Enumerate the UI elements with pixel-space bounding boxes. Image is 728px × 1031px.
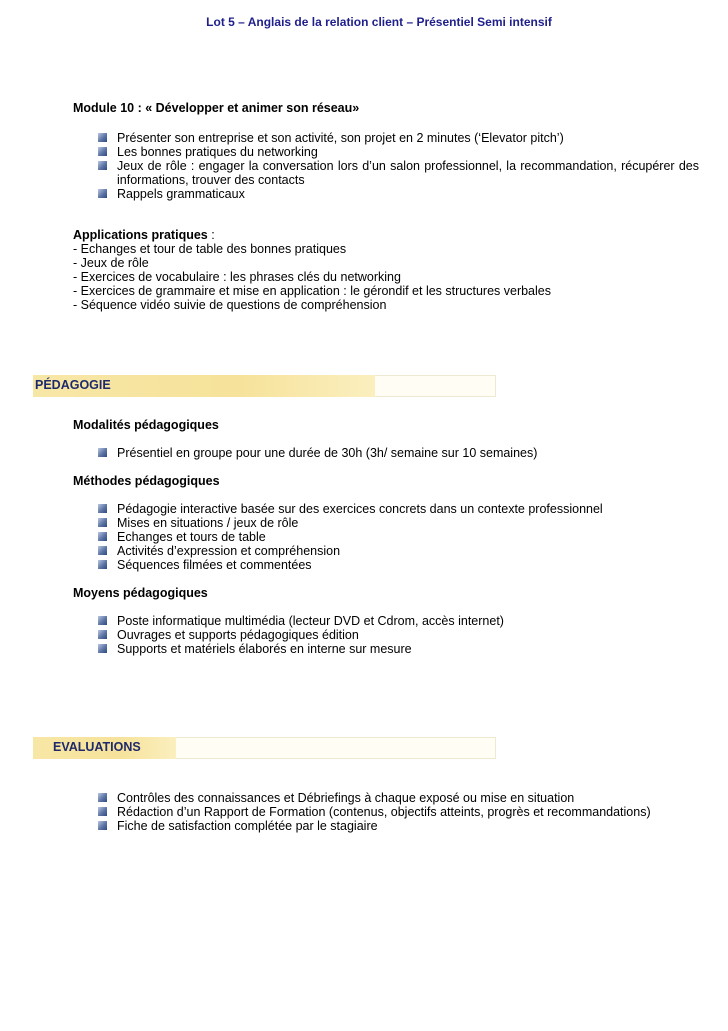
list-item: Echanges et tours de table — [117, 530, 699, 544]
section-bar-rest — [176, 737, 496, 759]
section-bar-fill — [33, 737, 176, 759]
list-item: Jeux de rôle : engager la conversation lors d’un salon professionnel, la recommandation, récupérer des informations, trouver des contacts — [117, 159, 699, 187]
modalites-list — [117, 446, 699, 460]
list-item: Supports et matériels élaborés en interne sur mesure — [117, 642, 699, 656]
list-item: Rappels grammaticaux — [117, 187, 699, 201]
methodes-list — [117, 502, 699, 572]
section-bar-fill — [33, 375, 375, 397]
bullet-square-icon — [98, 189, 107, 198]
list-item: - Séquence vidéo suivie de questions de compréhension — [73, 298, 387, 312]
moyens-list — [117, 614, 699, 656]
bullet-square-icon — [98, 560, 107, 569]
bullet-square-icon — [98, 532, 107, 541]
section-bar-evaluations — [33, 737, 496, 759]
modalites-heading: Modalités pédagogiques — [73, 418, 219, 432]
section-title-evaluations: EVALUATIONS — [53, 740, 141, 754]
moyens-heading: Moyens pédagogiques — [73, 586, 208, 600]
module-title: Module 10 : « Développer et animer son réseau» — [73, 101, 360, 115]
list-item: Présentiel en groupe pour une durée de 30h (3h/ semaine sur 10 semaines) — [117, 446, 699, 460]
bullet-square-icon — [98, 133, 107, 142]
evaluations-list — [117, 791, 699, 833]
document-header: Lot 5 – Anglais de la relation client – Présentiel Semi intensif — [206, 15, 552, 29]
applications-colon: : — [207, 228, 215, 242]
bullet-square-icon — [98, 161, 107, 170]
methodes-heading: Méthodes pédagogiques — [73, 474, 220, 488]
applications-label: Applications pratiques — [73, 228, 208, 242]
list-item: Contrôles des connaissances et Débriefings à chaque exposé ou mise en situation — [117, 791, 699, 805]
bullet-square-icon — [98, 616, 107, 625]
applications-heading — [73, 228, 551, 242]
bullet-square-icon — [98, 630, 107, 639]
module-item-list — [117, 131, 699, 201]
bullet-square-icon — [98, 518, 107, 527]
list-item: Mises en situations / jeux de rôle — [117, 516, 699, 530]
bullet-square-icon — [98, 821, 107, 830]
bullet-square-icon — [98, 448, 107, 457]
bullet-square-icon — [98, 147, 107, 156]
list-item: Présenter son entreprise et son activité, son projet en 2 minutes (‘Elevator pitch’) — [117, 131, 699, 145]
bullet-square-icon — [98, 644, 107, 653]
list-item: Rédaction d’un Rapport de Formation (contenus, objectifs atteints, progrès et recommandations) — [117, 805, 699, 819]
applications-block — [73, 228, 551, 312]
list-item: - Exercices de vocabulaire : les phrases clés du networking — [73, 270, 401, 284]
list-item: Poste informatique multimédia (lecteur DVD et Cdrom, accès internet) — [117, 614, 699, 628]
bullet-square-icon — [98, 793, 107, 802]
list-item: - Echanges et tour de table des bonnes pratiques — [73, 242, 347, 256]
list-item: Activités d’expression et compréhension — [117, 544, 699, 558]
list-item: - Jeux de rôle — [73, 256, 149, 270]
section-title-pedagogie: PÉDAGOGIE — [35, 378, 111, 392]
bullet-square-icon — [98, 546, 107, 555]
list-item: Séquences filmées et commentées — [117, 558, 699, 572]
section-bar-rest — [375, 375, 496, 397]
list-item: Pédagogie interactive basée sur des exercices concrets dans un contexte professionnel — [117, 502, 699, 516]
list-item: - Exercices de grammaire et mise en application : le gérondif et les structures verbales — [73, 284, 551, 298]
bullet-square-icon — [98, 807, 107, 816]
bullet-square-icon — [98, 504, 107, 513]
section-bar-pedagogie — [33, 375, 496, 397]
list-item: Les bonnes pratiques du networking — [117, 145, 699, 159]
list-item: Ouvrages et supports pédagogiques édition — [117, 628, 699, 642]
list-item: Fiche de satisfaction complétée par le stagiaire — [117, 819, 699, 833]
